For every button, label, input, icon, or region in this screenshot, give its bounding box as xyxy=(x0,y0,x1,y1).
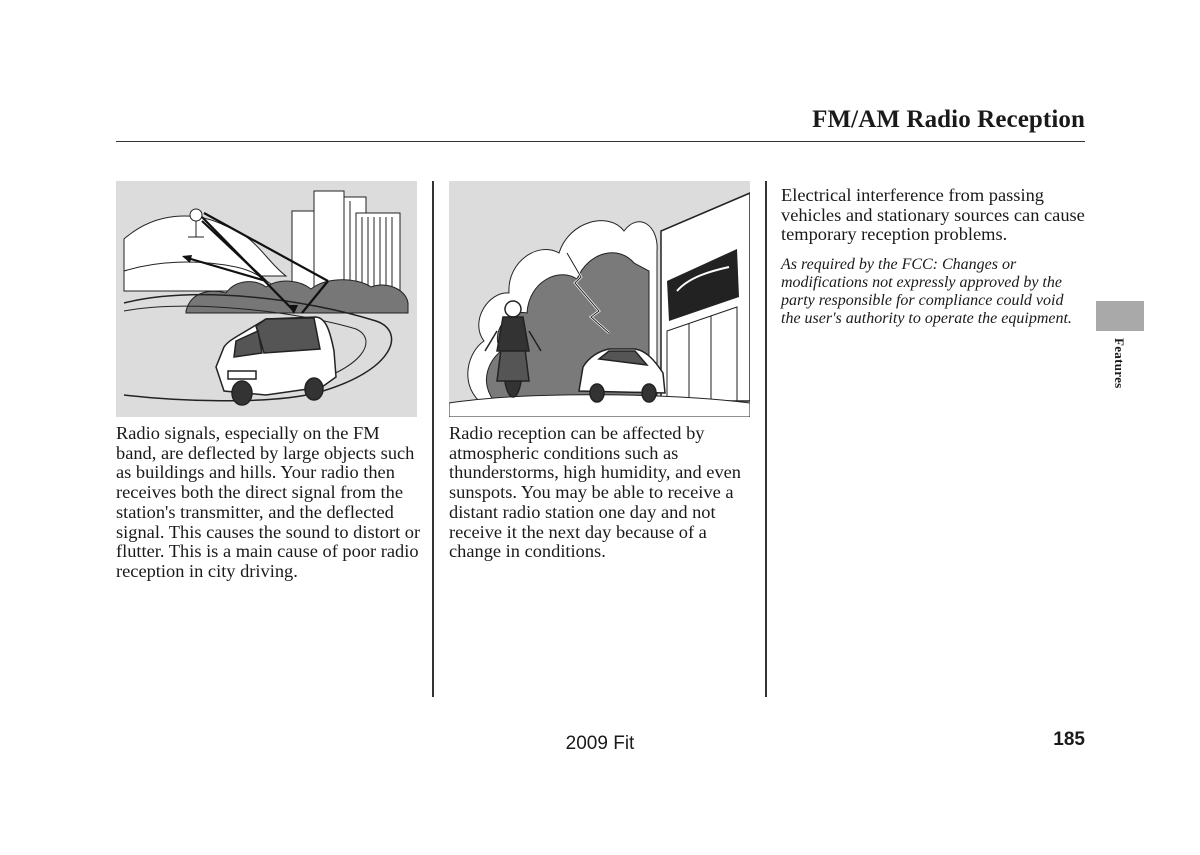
page-number: 185 xyxy=(1053,729,1085,750)
page-title: FM/AM Radio Reception xyxy=(812,106,1085,133)
footer-model: 2009 Fit xyxy=(565,733,635,754)
column-divider xyxy=(765,181,767,697)
title-divider xyxy=(116,141,1085,142)
car-city-icon xyxy=(116,181,417,417)
section-label: Features xyxy=(1112,338,1127,389)
storm-icon xyxy=(449,181,750,417)
radio-signal-city-illustration xyxy=(116,181,417,417)
paragraph-atmospheric-conditions: Radio reception can be affected by atmospheric conditions such as thunderstorms, high humidity, and even sunspots. You may be able to receive a distant radio station one day and not receive it the next day because of a change in conditions. xyxy=(449,423,741,562)
paragraph-electrical-interference: Electrical interference from passing vehicles and stationary sources can cause temporary reception problems. xyxy=(781,185,1085,245)
atmospheric-conditions-illustration xyxy=(449,181,750,417)
paragraph-signal-deflection: Radio signals, especially on the FM band, are deflected by large objects such as buildings and hills. Your radio then receives both the direct signal from the station's transmitter, and the deflected signal. This causes the sound to distort or flutter. This is a main cause of poor radio reception in city driving. xyxy=(116,423,421,581)
fcc-notice: As required by the FCC: Changes or modifications not expressly approved by the party responsible for compliance could void the user's authority to operate the equipment. xyxy=(781,256,1072,327)
column-divider xyxy=(432,181,434,697)
section-tab xyxy=(1096,301,1144,331)
